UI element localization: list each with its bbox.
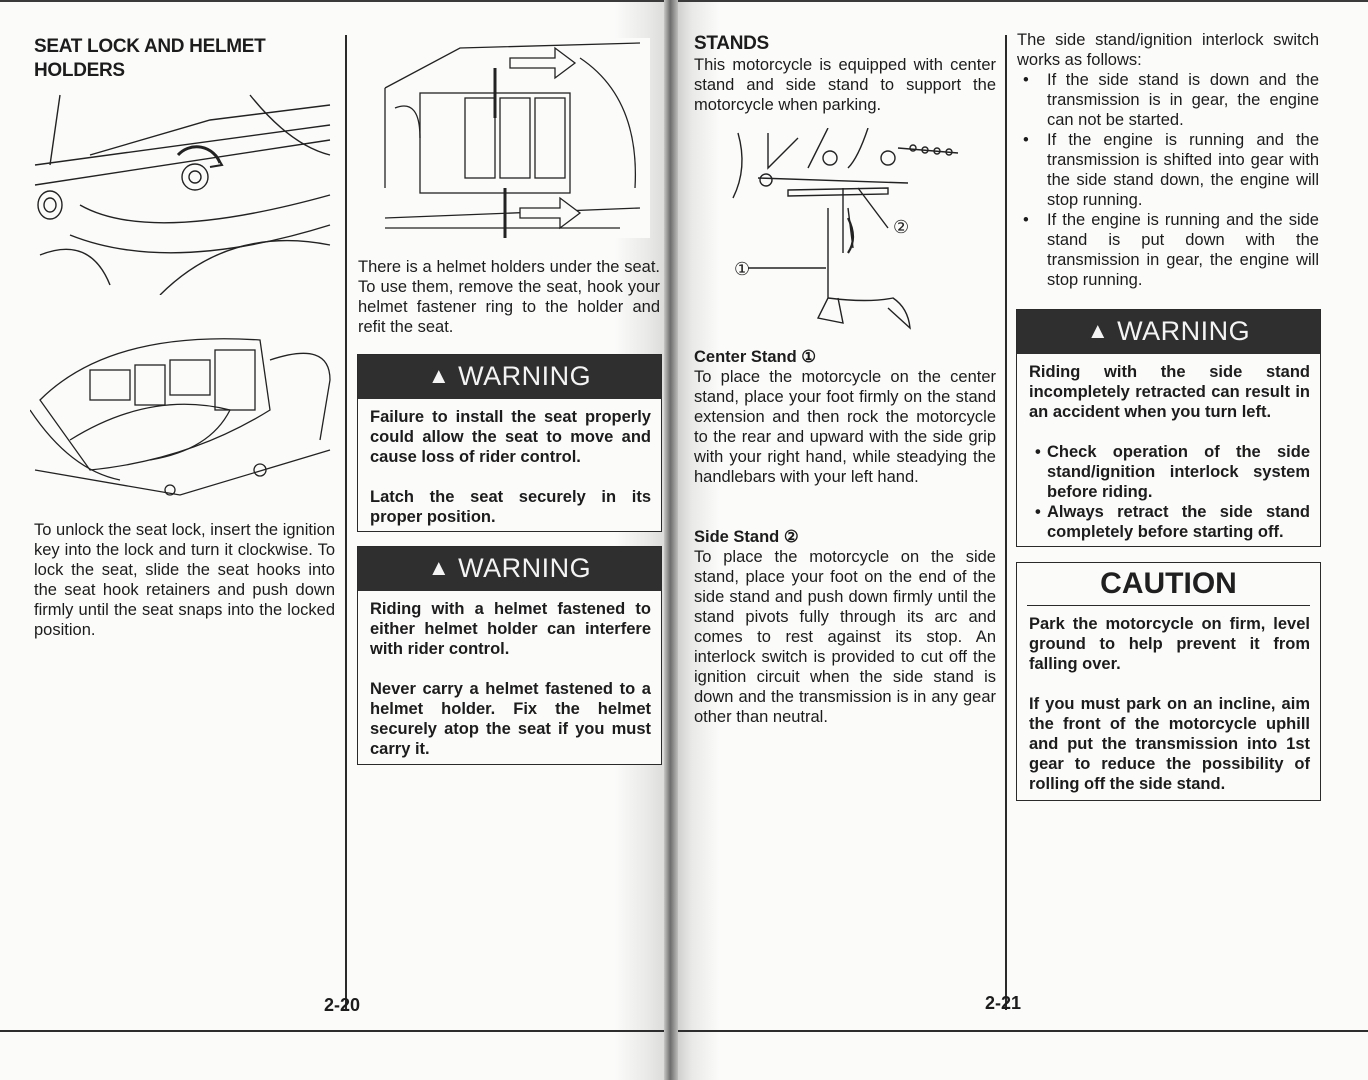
side-stand-text: To place the motorcycle on the side stand, place your foot on the end of the side stand and push down firmly until the stand pivots fully through its arc and comes to rest against its stop. An interlock switch is provided to cut off the ignition circuit when the side stand is down and the transmission is in any gear other than neutral.: [694, 548, 996, 726]
column-divider: [345, 35, 347, 1010]
stands-illustration: [728, 128, 968, 338]
top-rule: [0, 0, 664, 2]
warning-text: Failure to install the seat properly could allow the seat to move and cause loss of rider control.: [370, 408, 651, 466]
seat-underside-illustration: [30, 320, 335, 505]
interlock-list: [1017, 70, 1319, 290]
book-gutter: [664, 0, 678, 1080]
warning-box-seat: [357, 354, 662, 532]
warning-box-side-stand: [1016, 309, 1321, 547]
list-item: • If the engine is running and the side stand is put down with the transmission in gear, the engine will stop running.: [1017, 210, 1319, 290]
warning-text: Riding with the side stand incompletely retracted can result in an accident when you turn left.: [1029, 363, 1310, 421]
list-item: • Always retract the side stand completely before starting off.: [1029, 502, 1310, 542]
section-title-stands: STANDS: [694, 33, 769, 54]
page-number-right: 2-21: [985, 993, 1022, 1013]
center-stand-heading: Center Stand ①: [694, 348, 817, 366]
seat-lock-illustration: [30, 85, 335, 295]
helmet-holder-instructions: There is a helmet holders under the seat. To use them, remove the seat, hook your helmet fastener ring to the holder and refit the seat.: [358, 258, 660, 336]
warning-triangle-icon: ▲: [1086, 318, 1110, 343]
warning-triangle-icon: ▲: [427, 555, 451, 580]
caution-instruction: If you must park on an incline, aim the front of the motorcycle uphill and put the transmission into 1st gear to reduce the possibility of rolling off the side stand.: [1029, 695, 1310, 793]
section-title-seat-lock: SEAT LOCK AND HELMET HOLDERS: [34, 36, 266, 81]
caution-text: Park the motorcycle on firm, level ground to help prevent it from falling over.: [1029, 615, 1310, 673]
list-item: • If the engine is running and the transmission is shifted into gear with the side stand down, the engine will stop running.: [1017, 130, 1319, 210]
side-stand-heading: Side Stand ②: [694, 528, 799, 546]
seat-lock-instructions: To unlock the seat lock, insert the ignition key into the lock and turn it clockwise. To lock the seat, slide the seat hooks into the seat hook retainers and push down firmly until the seat snaps into the locked position.: [34, 521, 335, 639]
label-1: ①: [734, 259, 751, 279]
label-2: ②: [893, 217, 910, 237]
right-page: [678, 0, 1368, 1080]
caution-header: CAUTION: [1027, 563, 1310, 606]
bottom-rule: [0, 1030, 664, 1032]
warning-instruction: Latch the seat securely in its proper position.: [370, 488, 651, 526]
page-number-left: 2-20: [324, 995, 361, 1015]
warning-list: [1029, 442, 1310, 542]
warning-text: Riding with a helmet fastened to either helmet holder can interfere with rider control.: [370, 600, 651, 658]
center-stand-text: To place the motorcycle on the center stand, place your foot firmly on the stand extension and then rock the motorcycle to the rear and upward with the side grip with your right hand, while steadying the handlebars with your left hand.: [694, 368, 996, 486]
bottom-rule: [678, 1030, 1368, 1032]
left-page: [0, 0, 668, 1080]
interlock-intro: The side stand/ignition interlock switch works as follows:: [1017, 31, 1319, 69]
top-rule: [678, 0, 1368, 2]
list-item: • If the side stand is down and the transmission is in gear, the engine can not be started.: [1017, 70, 1319, 130]
caution-box: [1016, 562, 1321, 801]
list-item: • Check operation of the side stand/ignition interlock system before riding.: [1029, 442, 1310, 502]
warning-box-helmet: [357, 546, 662, 765]
warning-header: ▲ WARNING: [358, 355, 661, 399]
warning-header: ▲ WARNING: [358, 547, 661, 591]
column-divider: [1005, 35, 1007, 1010]
helmet-holder-illustration: [380, 38, 650, 238]
stands-intro: This motorcycle is equipped with center stand and side stand to support the motorcycle when parking.: [694, 56, 996, 114]
warning-instruction: Never carry a helmet fastened to a helmet holder. Fix the helmet securely atop the seat if you must carry it.: [370, 680, 651, 758]
warning-triangle-icon: ▲: [427, 363, 451, 388]
warning-header: ▲ WARNING: [1017, 310, 1320, 354]
